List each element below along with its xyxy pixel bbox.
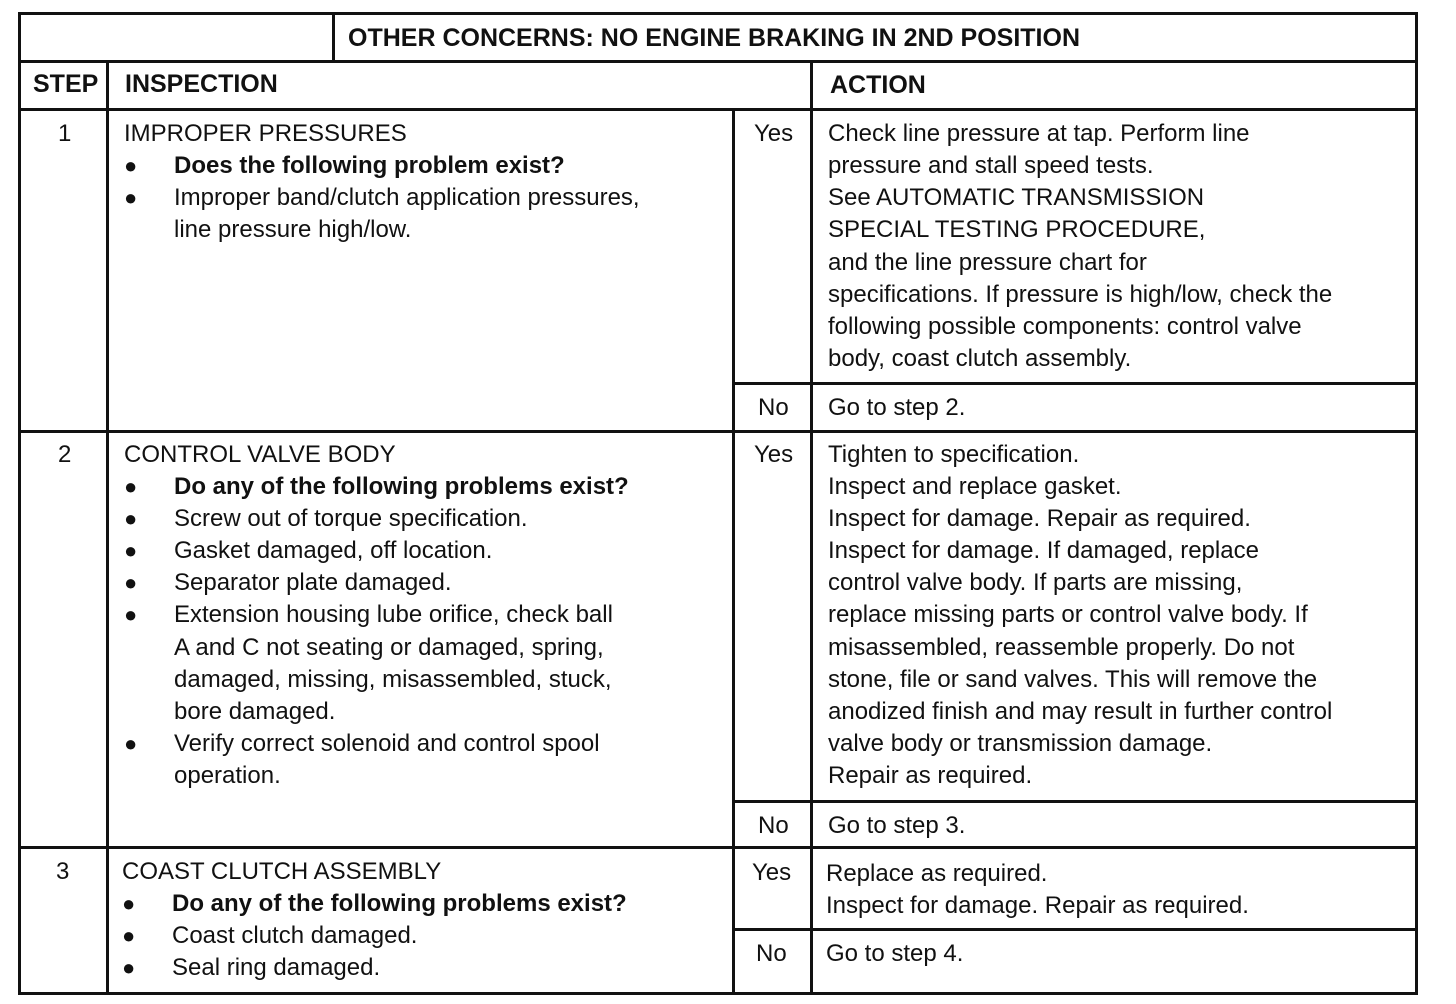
- bullet-icon: ●: [124, 185, 138, 210]
- step2-item: Verify correct solenoid and control spool: [174, 730, 600, 757]
- step1-no-label: No: [758, 394, 789, 421]
- step1-question: Does the following problem exist?: [174, 152, 565, 179]
- step1-yes-no-separator: [732, 382, 1418, 385]
- step2-item-cont: operation.: [174, 762, 281, 789]
- yes-no-column-divider-left: [732, 108, 735, 995]
- step2-yes-action-line: Inspect and replace gasket.: [828, 473, 1122, 500]
- header-step: STEP: [33, 70, 99, 98]
- step1-heading: IMPROPER PRESSURES: [124, 120, 407, 147]
- header-inspection: INSPECTION: [125, 70, 278, 98]
- step2-yes-action-line: misassembled, reassemble properly. Do not: [828, 634, 1295, 661]
- step2-item: Separator plate damaged.: [174, 569, 452, 596]
- table-title: OTHER CONCERNS: NO ENGINE BRAKING IN 2ND POSITION: [348, 24, 1080, 52]
- step2-item-cont: bore damaged.: [174, 698, 336, 725]
- bullet-icon: ●: [122, 891, 136, 916]
- step2-yes-action-line: Inspect for damage. Repair as required.: [828, 505, 1251, 532]
- step2-number: 2: [58, 441, 72, 468]
- step-column-divider: [106, 60, 109, 995]
- step1-yes-action-line: body, coast clutch assembly.: [828, 345, 1132, 372]
- step2-yes-action-line: Tighten to specification.: [828, 441, 1080, 468]
- step2-bottom: [18, 846, 1418, 849]
- step2-heading: CONTROL VALVE BODY: [124, 441, 396, 468]
- bullet-icon: ●: [124, 602, 138, 627]
- bullet-icon: ●: [124, 731, 138, 756]
- step2-yes-action-line: Inspect for damage. If damaged, replace: [828, 537, 1259, 564]
- bullet-icon: ●: [124, 570, 138, 595]
- header-row-bottom: [18, 108, 1418, 111]
- bullet-icon: ●: [122, 923, 136, 948]
- table-border-top: [18, 12, 1418, 15]
- bullet-icon: ●: [124, 538, 138, 563]
- step2-no-action: Go to step 3.: [828, 812, 966, 839]
- bullet-icon: ●: [122, 955, 136, 980]
- step3-no-label: No: [756, 940, 787, 967]
- step1-yes-action-line: following possible components: control valve: [828, 313, 1302, 340]
- step3-yes-no-separator: [732, 928, 1418, 931]
- diagnostic-table: [18, 12, 1418, 996]
- step2-item: Extension housing lube orifice, check ball: [174, 601, 613, 628]
- step2-yes-no-separator: [732, 800, 1418, 803]
- bullet-icon: ●: [124, 474, 138, 499]
- step2-item-cont: A and C not seating or damaged, spring,: [174, 634, 604, 661]
- step1-yes-action-line: pressure and stall speed tests.: [828, 152, 1154, 179]
- bullet-icon: ●: [124, 506, 138, 531]
- step2-yes-action-line: anodized finish and may result in further control: [828, 698, 1333, 725]
- step3-yes-action-line: Inspect for damage. Repair as required.: [826, 892, 1249, 919]
- step2-item: Gasket damaged, off location.: [174, 537, 493, 564]
- step2-yes-action-line: valve body or transmission damage.: [828, 730, 1213, 757]
- step3-item: Coast clutch damaged.: [172, 922, 418, 949]
- step1-yes-action-line: SPECIAL TESTING PROCEDURE,: [828, 216, 1206, 243]
- step1-yes-label: Yes: [754, 120, 794, 147]
- step2-yes-action-line: control valve body. If parts are missing,: [828, 569, 1243, 596]
- step3-item: Seal ring damaged.: [172, 954, 381, 981]
- step1-yes-action-line: specifications. If pressure is high/low, check the: [828, 281, 1333, 308]
- step2-item-cont: damaged, missing, misassembled, stuck,: [174, 666, 612, 693]
- step3-yes-action-line: Replace as required.: [826, 860, 1048, 887]
- bullet-icon: ●: [124, 153, 138, 178]
- step2-yes-action-line: stone, file or sand valves. This will remove the: [828, 666, 1318, 693]
- step3-no-action: Go to step 4.: [826, 940, 964, 967]
- step3-question: Do any of the following problems exist?: [172, 890, 627, 917]
- step1-yes-action-line: Check line pressure at tap. Perform line: [828, 120, 1250, 147]
- step2-item: Screw out of torque specification.: [174, 505, 528, 532]
- action-column-divider: [810, 60, 813, 995]
- step3-yes-label: Yes: [752, 859, 792, 886]
- table-border-bottom: [18, 992, 1418, 995]
- step1-yes-action-line: See AUTOMATIC TRANSMISSION: [828, 184, 1205, 211]
- step3-number: 3: [56, 858, 70, 885]
- step1-no-action: Go to step 2.: [828, 394, 966, 421]
- step2-yes-action-line: replace missing parts or control valve body. If: [828, 601, 1308, 628]
- title-divider: [332, 12, 335, 62]
- title-row-bottom: [18, 60, 1418, 63]
- step3-heading: COAST CLUTCH ASSEMBLY: [122, 858, 442, 885]
- step2-yes-action-line: Repair as required.: [828, 762, 1033, 789]
- step2-question: Do any of the following problems exist?: [174, 473, 629, 500]
- step1-yes-action-line: and the line pressure chart for: [828, 249, 1147, 276]
- step2-no-label: No: [758, 812, 789, 839]
- step1-bottom: [18, 430, 1418, 433]
- step2-yes-label: Yes: [754, 441, 794, 468]
- step1-number: 1: [58, 120, 72, 147]
- header-action: ACTION: [830, 71, 926, 99]
- step1-item-line2: line pressure high/low.: [174, 216, 412, 243]
- step1-item-line1: Improper band/clutch application pressures,: [174, 184, 640, 211]
